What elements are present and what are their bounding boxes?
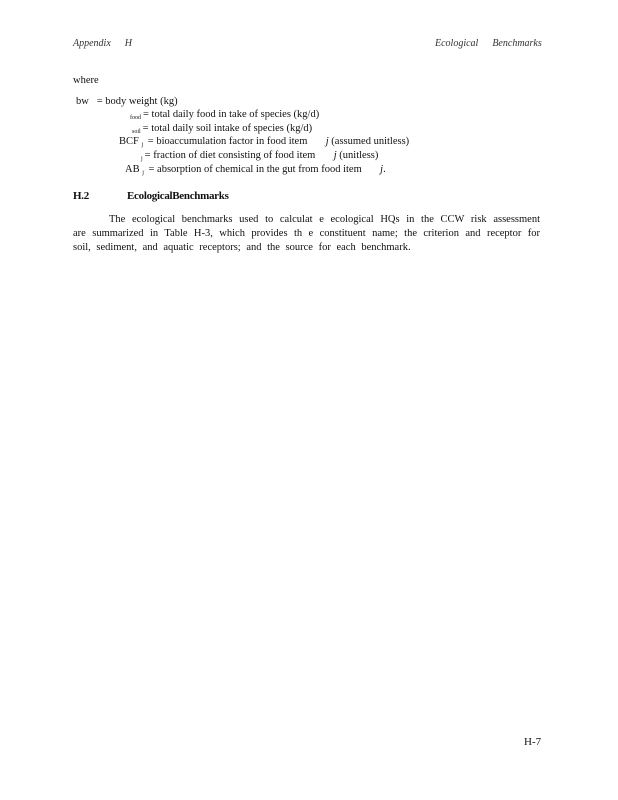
- definition-tail: .: [383, 164, 386, 175]
- definition-symbol: BCF: [119, 136, 139, 147]
- definition-fraction: [141, 150, 378, 165]
- definition-subscript: j: [142, 170, 144, 176]
- definition-text: = bioaccumulation factor in food item: [147, 136, 308, 147]
- page-number: H-7: [524, 736, 542, 748]
- definition-bw: [76, 96, 178, 108]
- definition-variable: j: [380, 164, 384, 175]
- definition-subscript: j: [141, 142, 144, 148]
- definition-text: = absorption of chemical in the gut from food item: [148, 164, 362, 175]
- definition-symbol: bw: [76, 96, 89, 107]
- definition-bcf: [119, 136, 409, 151]
- definition-text: = total daily soil intake of species (kg/d): [142, 123, 313, 134]
- where-label: where: [73, 75, 99, 86]
- definition-subscript: food: [130, 115, 141, 121]
- definition-food-intake: [130, 109, 319, 124]
- definition-tail: (unitless): [339, 150, 379, 161]
- header-word-1: Ecological: [435, 38, 479, 49]
- definition-variable: j: [325, 136, 329, 147]
- definition-text: = body weight (kg): [96, 96, 178, 107]
- definition-symbol: AB: [125, 164, 140, 175]
- definition-subscript: soil: [132, 129, 141, 135]
- running-header-right: [435, 38, 556, 49]
- definition-tail: (assumed unitless): [331, 136, 410, 147]
- paragraph-text: The ecological benchmarks used to calculat e ecological HQs in the CCW risk assessment are summarized in Table H-3, which provides th e constituent name; the criterion and receptor for soil, sediment, and aquatic receptors; and the source for each benchmark.: [73, 214, 540, 253]
- definition-variable: j: [333, 150, 337, 161]
- header-word-2: Benchmarks: [492, 38, 542, 49]
- definition-subscript: j: [141, 156, 143, 162]
- definition-ab: [125, 164, 386, 179]
- header-appendix: Appendix: [73, 38, 111, 49]
- running-header-left: [73, 38, 146, 49]
- section-number: H.2: [73, 190, 89, 202]
- definition-text: = total daily food in take of species (kg/d): [143, 109, 320, 120]
- body-paragraph: [73, 213, 540, 255]
- header-appendix-letter: H: [124, 38, 132, 49]
- section-title: EcologicalBenchmarks: [127, 190, 229, 202]
- definition-text: = fraction of diet consisting of food item: [144, 150, 316, 161]
